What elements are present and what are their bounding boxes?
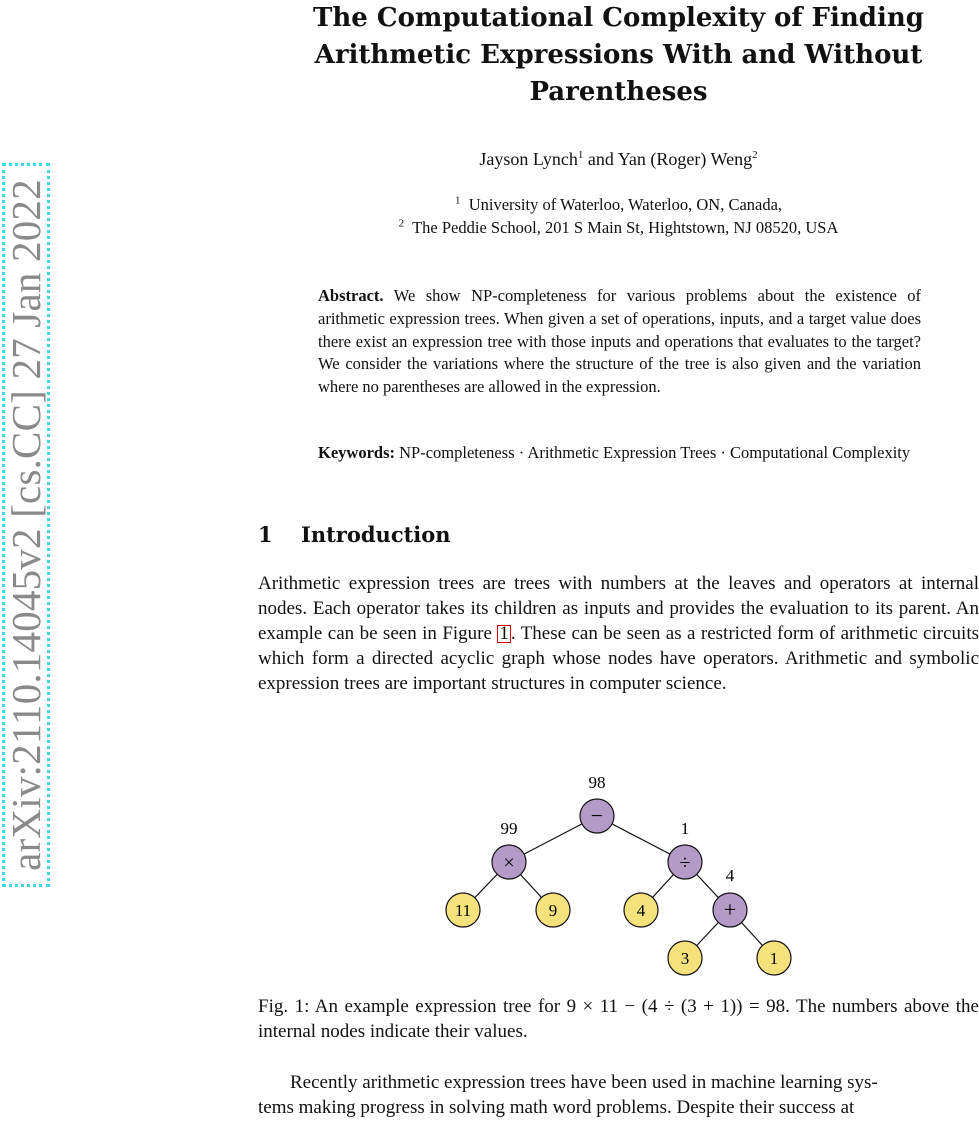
figure-caption <box>258 994 979 1044</box>
affiliation-2-text: The Peddie School, 201 S Main St, Hightstown, NJ 08520, USA <box>412 218 839 237</box>
section-heading <box>258 522 451 547</box>
paragraph-2 <box>258 1070 979 1120</box>
abstract-label: Abstract. <box>318 286 384 305</box>
author-1-affil-mark: 1 <box>577 149 584 161</box>
times-symbol: × <box>503 852 515 874</box>
section-title: Introduction <box>301 522 451 547</box>
expression-tree-figure <box>420 760 800 980</box>
keywords <box>318 442 921 465</box>
operator-node-div <box>668 845 702 879</box>
add-value-label: 4 <box>725 866 735 885</box>
paragraph-2-line-1: Recently arithmetic expression trees have been used in machine learning sys- <box>290 1072 878 1093</box>
leaf-node-1 <box>757 941 791 975</box>
affiliation-1-mark: 1 <box>454 194 461 207</box>
leaf-11-label: 11 <box>454 901 472 920</box>
leaf-3-label: 3 <box>680 949 690 968</box>
leaf-9-label: 9 <box>548 901 558 920</box>
affiliation-1-text: University of Waterloo, Waterloo, ON, Canada, <box>468 195 783 214</box>
affiliation-2-mark: 2 <box>398 217 405 230</box>
section-number: 1 <box>258 522 273 547</box>
author-conjunction: and <box>583 149 618 169</box>
paper-title <box>258 0 979 111</box>
leaf-node-9 <box>536 893 570 927</box>
abstract-text: We show NP-completeness for various problems about the existence of arithmetic expression trees. When given a set of operations, inputs, and a target value does there exist an expression tree with those inputs and operations that evaluates to the target? We consider the variations where the structure of the tree is also given and the variation where no parentheses are allowed in the expression. <box>318 286 922 397</box>
operator-node-mul <box>492 845 526 879</box>
intro-text-part1: Arithmetic expression trees are trees with numbers at the leaves and operators at internal nodes. Each operator takes its children as inputs and provides the evaluation to its parent. An example can be seen in Figure <box>258 573 979 644</box>
divide-symbol: ÷ <box>679 852 691 874</box>
title-line-1: The Computational Complexity of Finding <box>313 3 924 33</box>
root-value-label: 98 <box>588 773 606 792</box>
leaf-1-label: 1 <box>769 949 779 968</box>
operator-node-add <box>713 893 747 927</box>
title-line-2: Arithmetic Expressions With and Without <box>314 40 923 70</box>
plus-symbol: + <box>723 897 737 922</box>
author-2: Yan (Roger) Weng <box>617 149 753 169</box>
intro-text-part2: . These can be seen as a restricted form of arithmetic circuits which form a directed acyclic graph whose nodes have operators. Arithmetic and symbolic expression trees are important structures in computer science. <box>258 623 979 694</box>
intro-paragraph <box>258 571 979 696</box>
minus-symbol: − <box>590 803 604 828</box>
leaf-node-3 <box>668 941 702 975</box>
author-2-affil-mark: 2 <box>752 149 758 161</box>
title-line-3: Parentheses <box>529 77 708 107</box>
arxiv-identifier[interactable]: arXiv:2110.14045v2 [cs.CC] 27 Jan 2022 <box>3 179 49 871</box>
affiliation-2 <box>258 218 979 238</box>
leaf-4-label: 4 <box>636 901 646 920</box>
author-1: Jayson Lynch <box>479 149 578 169</box>
keywords-label: Keywords: <box>318 443 395 462</box>
div-value-label: 1 <box>680 819 690 838</box>
keywords-text: NP-completeness · Arithmetic Expression Trees · Computational Complexity <box>399 443 911 462</box>
operator-node-root <box>580 799 614 833</box>
author-line <box>258 149 979 170</box>
caption-label: Fig. 1: <box>258 996 310 1017</box>
mul-value-label: 99 <box>500 819 518 838</box>
affiliation-1 <box>258 195 979 215</box>
caption-text: An example expression tree for 9 × 11 − (4 ÷ (3 + 1)) = 98. The numbers above the internal nodes indicate their values. <box>258 996 979 1042</box>
paragraph-2-line-2: tems making progress in solving math word problems. Despite their success at <box>258 1097 855 1118</box>
abstract <box>318 285 921 399</box>
leaf-node-4 <box>624 893 658 927</box>
leaf-node-11 <box>446 893 480 927</box>
figure-reference-link[interactable]: 1 <box>499 623 509 644</box>
